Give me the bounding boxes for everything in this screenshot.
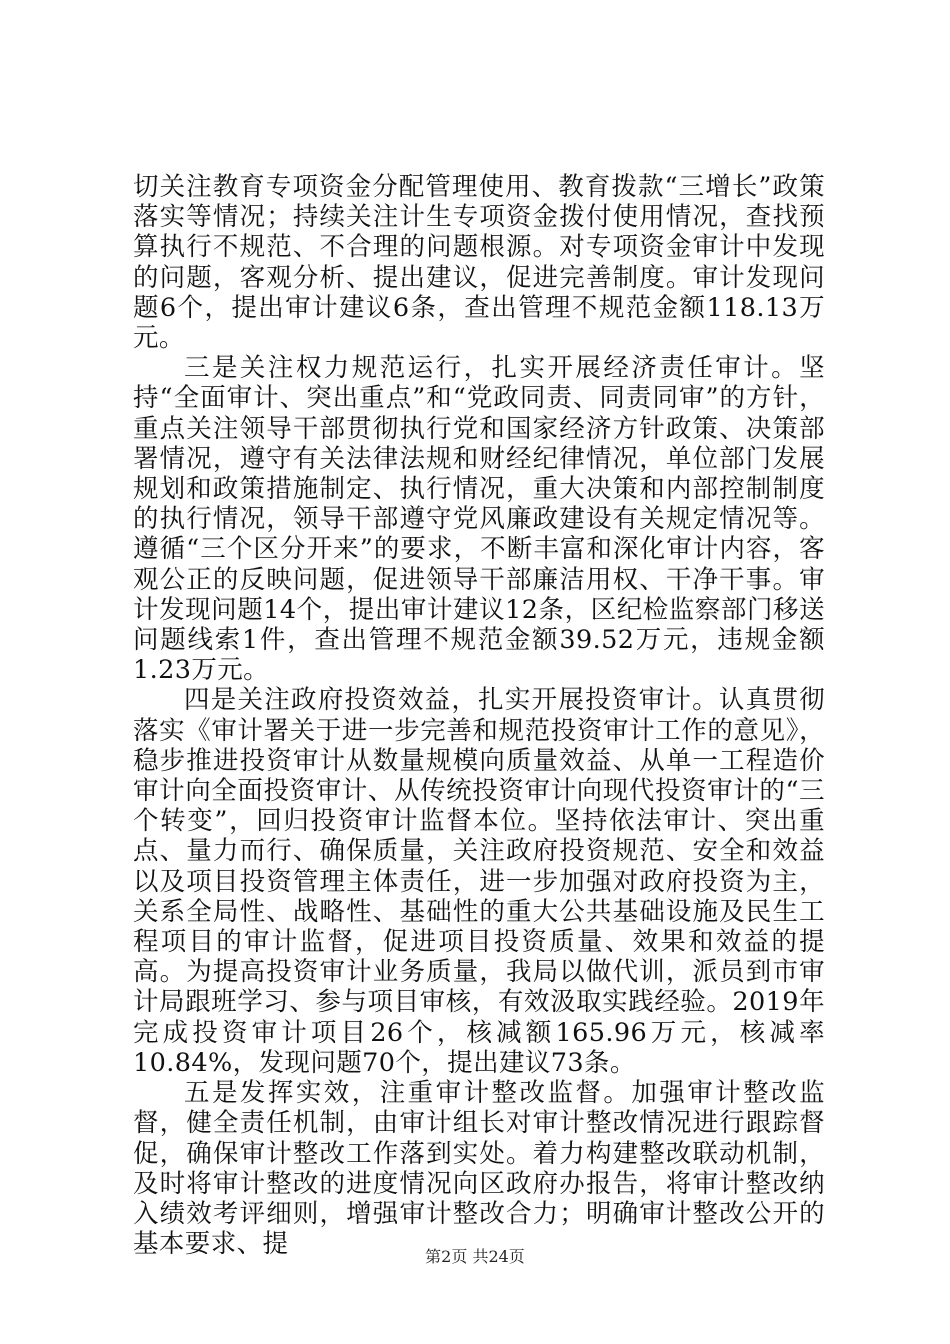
paragraph-investment-audit: 四是关注政府投资效益，扎实开展投资审计。认真贯彻落实《审计署关于进一步完善和规范投资审计工作的意见》，稳步推进投资审计从数量规模向质量效益、从单一工程造价审计向全面投资审计、从传统投资审计向现代投资审计的“三个转变”，回归投资审计监督本位。坚持依法审计、突出重点、量力而行、确保质量，关注政府投资规范、安全和效益以及项目投资管理主体责任，进一步加强对政府投资为主，关系全局性、战略性、基础性的重大公共基础设施及民生工程项目的审计监督，促进项目投资质量、效果和效益的提高。为提高投资审计业务质量，我局以做代训，派员到市审计局跟班学习、参与项目审核，有效汲取实践经验。2019年完成投资审计项目26个，核减额165.96万元，核减率10.84%，发现问题70个，提出建议73条。 <box>133 685 825 1078</box>
paragraph-rectification-supervision: 五是发挥实效，注重审计整改监督。加强审计整改监督，健全责任机制，由审计组长对审计整改情况进行跟踪督促，确保审计整改工作落到实处。着力构建整改联动机制，及时将审计整改的进度情况向区政府办报告，将审计整改纳入绩效考评细则，增强审计整改合力；明确审计整改公开的基本要求、提 <box>133 1078 825 1260</box>
document-body <box>133 172 825 1259</box>
paragraph-economic-responsibility-audit: 三是关注权力规范运行，扎实开展经济责任审计。坚持“全面审计、突出重点”和“党政同责、同责同审”的方针，重点关注领导干部贯彻执行党和国家经济方针政策、决策部署情况，遵守有关法律法规和财经纪律情况，单位部门发展规划和政策措施制定、执行情况，重大决策和内部控制制度的执行情况，领导干部遵守党风廉政建设有关规定情况等。遵循“三个区分开来”的要求，不断丰富和深化审计内容，客观公正的反映问题，促进领导干部廉洁用权、干净干事。审计发现问题14个，提出审计建议12条，区纪检监察部门移送问题线索1件，查出管理不规范金额39.52万元，违规金额1.23万元。 <box>133 353 825 686</box>
paragraph-continuation: 切关注教育专项资金分配管理使用、教育拨款“三增长”政策落实等情况；持续关注计生专项资金拨付使用情况，查找预算执行不规范、不合理的问题根源。对专项资金审计中发现的问题，客观分析、提出建议，促进完善制度。审计发现问题6个，提出审计建议6条，查出管理不规范金额118.13万元。 <box>133 172 825 354</box>
page-number-footer: 第2页 共24页 <box>425 1247 525 1266</box>
